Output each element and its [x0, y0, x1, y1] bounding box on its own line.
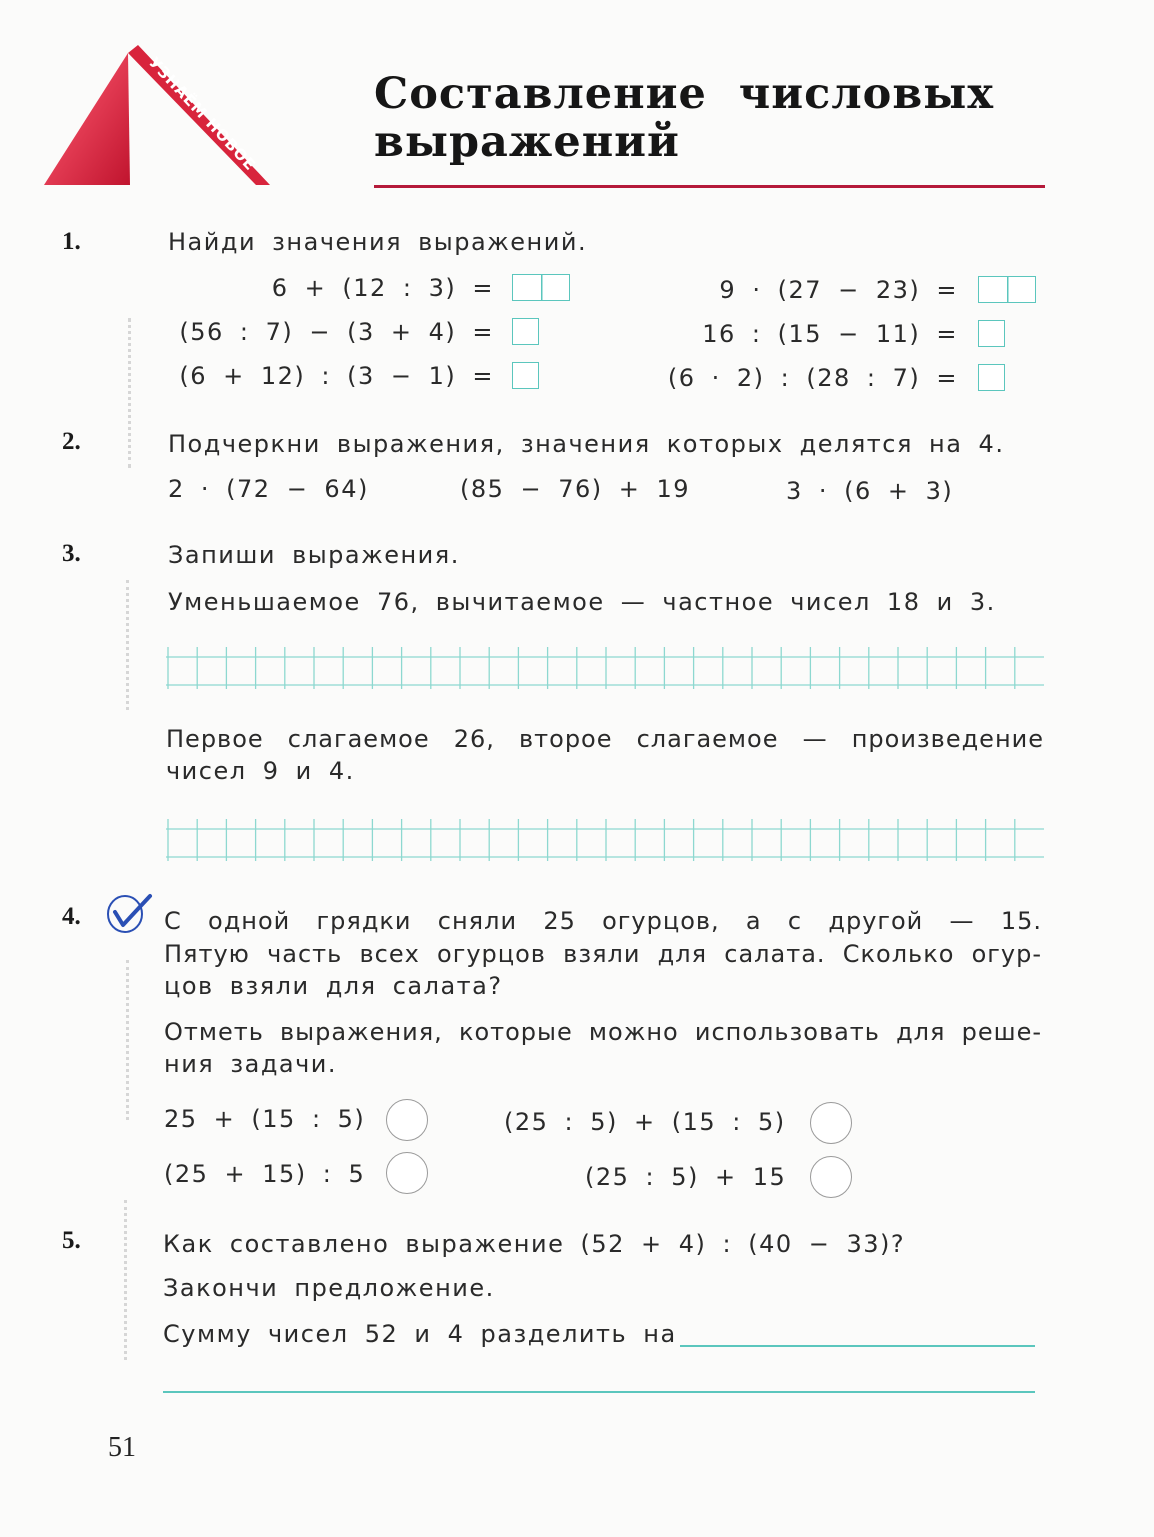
task-2-expression[interactable]: 2 · (72 − 64) — [168, 475, 369, 503]
task-1-expression: 16 : (15 − 11) = — [702, 320, 958, 348]
task-3-subtask-1: Уменьшаемое 76, вычитаемое — частное чисел 18 и 3. — [168, 588, 996, 616]
answer-box[interactable] — [978, 364, 1005, 391]
task-4-number: 4. — [62, 903, 81, 930]
task-4-text-line: цов взяли для салата? — [164, 972, 503, 1000]
option-circle[interactable] — [810, 1102, 852, 1144]
task-1-text: Найди значения выражений. — [168, 228, 588, 256]
writing-grid[interactable] — [166, 815, 1046, 863]
writing-grid[interactable] — [166, 643, 1046, 691]
task-1-expression: (6 · 2) : (28 : 7) = — [667, 364, 958, 392]
page-title-line-2: выражений — [374, 117, 680, 167]
answer-box[interactable] — [512, 318, 539, 345]
option-circle[interactable] — [810, 1156, 852, 1198]
badge-label: УЗНАЁМ НОВОЕ — [145, 53, 260, 175]
task-2-text: Подчеркни выражения, значения которых делятся на 4. — [168, 430, 1005, 458]
task-4-option: (25 : 5) + (15 : 5) — [504, 1108, 786, 1136]
task-5-number: 5. — [62, 1227, 81, 1254]
task-1-expression: 9 · (27 − 23) = — [719, 276, 958, 304]
task-4-text-line: Пятую часть всех огурцов взяли для салата. Сколько огур- — [164, 940, 1042, 968]
page-title — [374, 70, 994, 166]
task-5-instruction: Закончи предложение. — [163, 1274, 495, 1302]
option-circle[interactable] — [386, 1099, 428, 1141]
task-2-number: 2. — [62, 428, 81, 455]
answer-box[interactable] — [512, 362, 539, 389]
task-1-expression: 6 + (12 : 3) = — [271, 274, 494, 302]
task-3-number: 3. — [62, 540, 81, 567]
task-5-sentence: Сумму чисел 52 и 4 разделить на — [163, 1320, 677, 1348]
task-2-expression[interactable]: 3 · (6 + 3) — [786, 477, 954, 505]
task-4-option: (25 : 5) + 15 — [585, 1163, 787, 1191]
task-4-option: 25 + (15 : 5) — [164, 1105, 366, 1133]
page-title-line-1: Составление числовых — [374, 69, 994, 119]
answer-line[interactable] — [163, 1391, 1035, 1393]
task-3-text: Запиши выражения. — [168, 541, 460, 569]
title-underline — [374, 185, 1045, 188]
task-1-expression: (56 : 7) − (3 + 4) = — [179, 318, 494, 346]
answer-box[interactable] — [978, 320, 1005, 347]
task-4-instruction: ния задачи. — [164, 1050, 338, 1078]
task-4-option: (25 + 15) : 5 — [164, 1160, 366, 1188]
margin-dots — [126, 580, 132, 710]
check-mark-icon — [104, 892, 154, 936]
task-4-instruction: Отметь выражения, которые можно использовать для реше- — [164, 1018, 1042, 1046]
option-circle[interactable] — [386, 1152, 428, 1194]
answer-box[interactable] — [512, 274, 570, 301]
task-1-expression: (6 + 12) : (3 − 1) = — [179, 362, 494, 390]
task-3-subtask-2: Первое слагаемое 26, второе слагаемое — произведение — [166, 725, 1044, 753]
task-2-expression[interactable]: (85 − 76) + 19 — [460, 475, 691, 503]
task-4-text-line: С одной грядки сняли 25 огурцов, а с другой — 15. — [164, 907, 1042, 935]
margin-dots — [126, 960, 132, 1120]
answer-box[interactable] — [978, 276, 1036, 303]
task-3-subtask-2-cont: чисел 9 и 4. — [166, 757, 355, 785]
task-1-number: 1. — [62, 228, 81, 255]
answer-line[interactable] — [680, 1345, 1035, 1347]
badge-triangle — [40, 45, 280, 195]
margin-dots — [124, 1200, 130, 1360]
task-5-question: Как составлено выражение (52 + 4) : (40 − 33)? — [163, 1230, 906, 1258]
margin-dots — [128, 318, 134, 468]
page-number: 51 — [108, 1432, 136, 1463]
